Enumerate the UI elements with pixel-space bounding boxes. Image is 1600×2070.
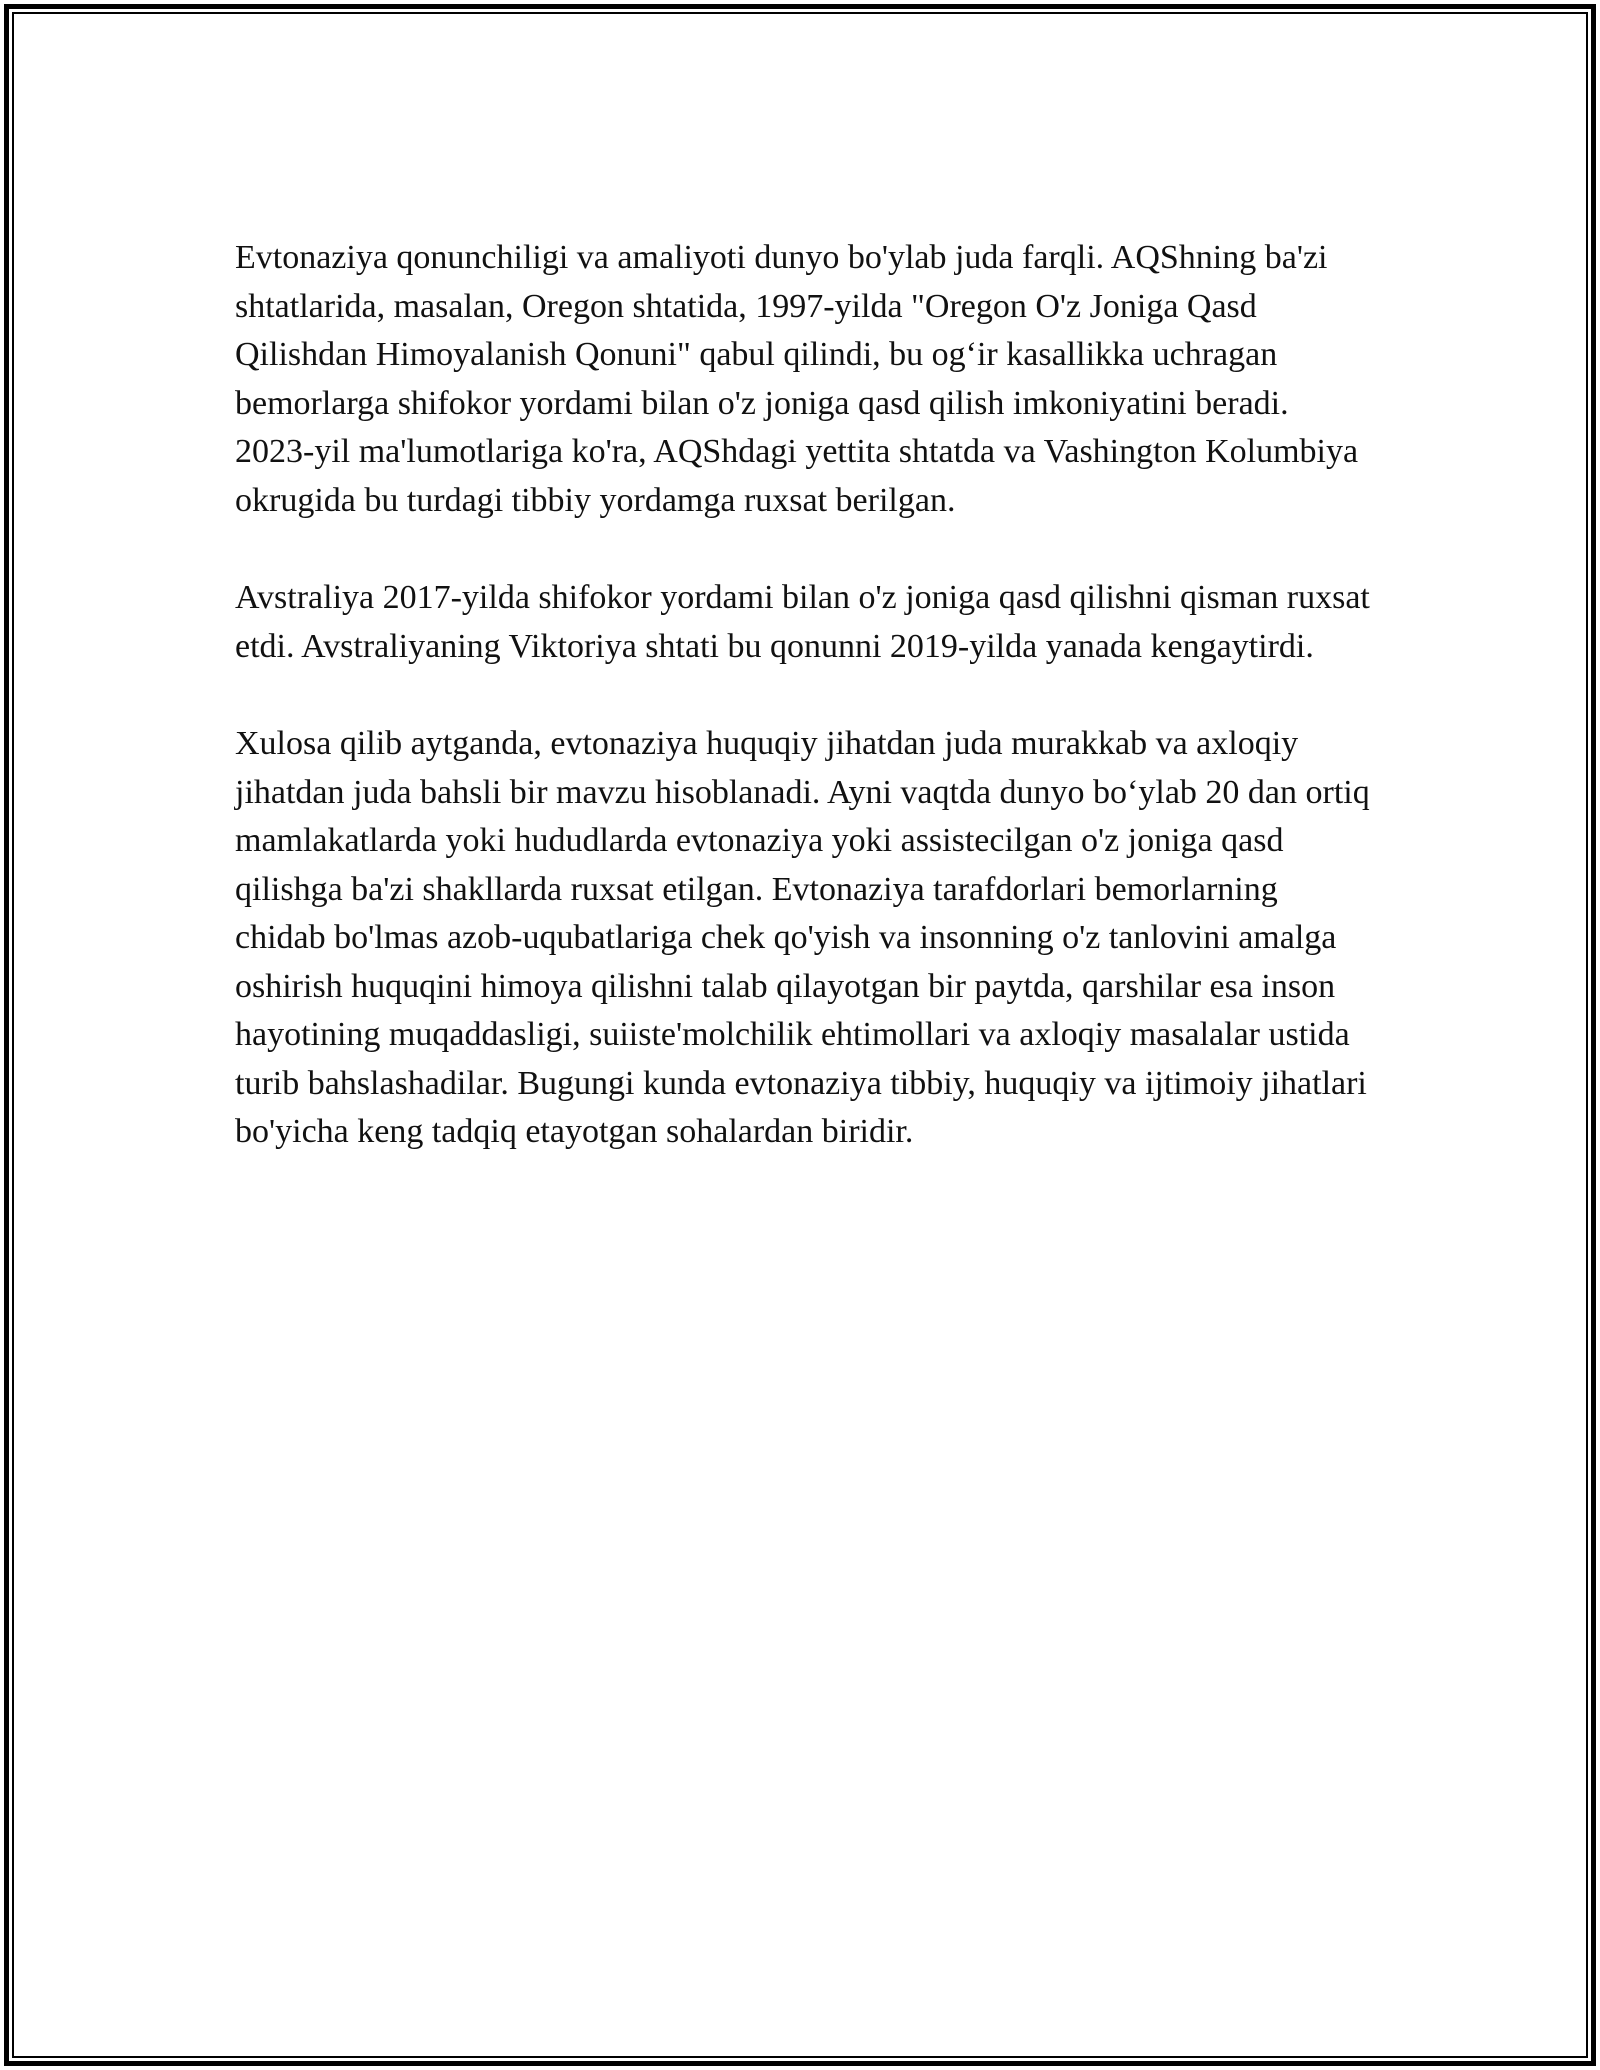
document-body (235, 234, 1370, 1206)
paragraph-australia: Avstraliya 2017-yilda shifokor yordami bilan o'z joniga qasd qilishni qisman ruxsat etdi. Avstraliyaning Viktoriya shtati bu qonunni 2019-yilda yanada kengaytirdi. (235, 579, 1370, 665)
paragraph-conclusion: Xulosa qilib aytganda, evtonaziya huquqiy jihatdan juda murakkab va axloqiy jihatdan juda bahsli bir mavzu hisoblanadi. Ayni vaqtda dunyo bo‘ylab 20 dan ortiq mamlakatlarda yoki hududlarda evtonaziya yoki assistecilgan o'z joniga qasd qilishga ba'zi shakllarda ruxsat etilgan. Evtonaziya tarafdorlari bemorlarning chidab bo'lmas azob-uqubatlariga chek qo'yish va insonning o'z tanlovini amalga oshirish huquqini himoya qilishni talab qilayotgan bir paytda, qarshilar esa inson hayotining muqaddasligi, suiiste'molchilik ehtimollari va axloqiy masalalar ustida turib bahslashadilar. Bugungi kunda evtonaziya tibbiy, huquqiy va ijtimoiy jihatlari bo'yicha keng tadqiq etayotgan sohalardan biridir. (235, 725, 1370, 1150)
paragraph-legislation-usa: Evtonaziya qonunchiligi va amaliyoti dunyo bo'ylab juda farqli. AQShning ba'zi shtatlarida, masalan, Oregon shtatida, 1997-yilda "Oregon O'z Joniga Qasd Qilishdan Himoyalanish Qonuni" qabul qilindi, bu og‘ir kasallikka uchragan bemorlarga shifokor yordami bilan o'z joniga qasd qilish imkoniyatini beradi. 2023-yil ma'lumotlariga ko'ra, AQShdagi yettita shtatda va Vashington Kolumbiya okrugida bu turdagi tibbiy yordamga ruxsat berilgan. (235, 239, 1359, 519)
